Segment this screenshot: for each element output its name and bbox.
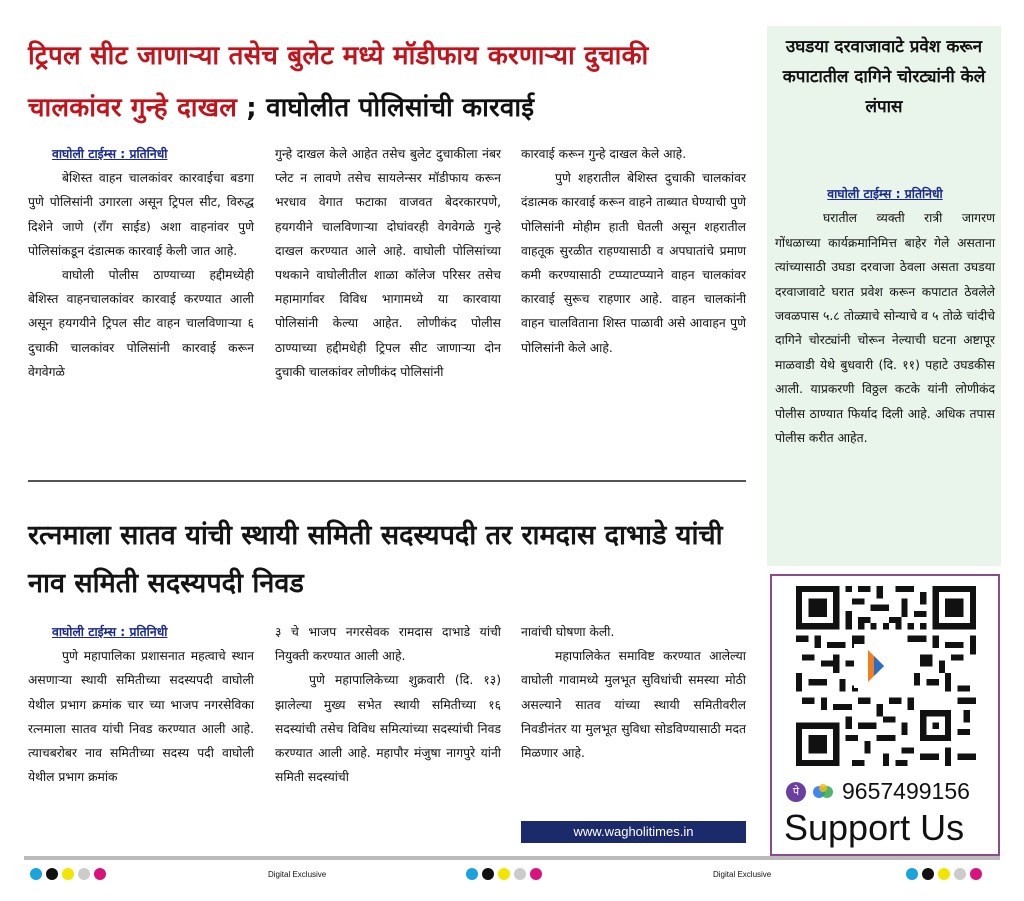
article2-column-3 (521, 620, 746, 765)
article2-column-1 (28, 620, 254, 789)
support-phone[interactable]: 9657499156 (842, 778, 970, 804)
article1-headline-separator: ; (237, 93, 267, 123)
article2-paragraph: ३ चे भाजप नगरसेवक रामदास दाभाडे यांची नियुक्ती करण्यात आली आहे. (275, 625, 501, 664)
color-dot (94, 868, 106, 880)
color-dots-center (466, 868, 542, 880)
color-dots-right (906, 868, 982, 880)
color-dots-left (30, 868, 106, 880)
google-pay-icon (812, 782, 834, 802)
support-box (770, 574, 1000, 856)
color-dot (482, 868, 494, 880)
article1-paragraph: कारवाई करून गुन्हे दाखल केले आहे. (521, 147, 687, 161)
color-dot (954, 868, 966, 880)
color-dot (922, 868, 934, 880)
footer-rule (24, 856, 1000, 860)
sidebar-story (767, 26, 1001, 566)
article1-column-3 (521, 142, 746, 360)
section-divider (28, 480, 746, 482)
article2-paragraph: महापालिकेत समाविष्ट करण्यात आलेल्या वाघोली गावामध्ये मुलभूत सुविधांची समस्या मोठी असल्याने सातव यांच्या स्थायी समितीवरील निवडीनंतर या मुलभूत सुविधा सोडविण्यासाठी मदत मिळणार आहे. (521, 649, 746, 761)
article2-headline: रत्नमाला सातव यांची स्थायी समिती सदस्यपदी तर रामदास दाभाडे यांची नाव समिती सदस्यपदी निवड (28, 520, 723, 599)
article2-column-2 (275, 620, 501, 789)
sidebar-body (775, 182, 995, 450)
article1-headline (28, 30, 748, 134)
article2-paragraph: नावांची घोषणा केली. (521, 625, 615, 639)
article1-byline: वाघोली टाईम्स : प्रतिनिधी (52, 147, 168, 161)
sidebar-paragraph: घरातील व्यक्ती रात्री जागरण गोंधळाच्या कार्यक्रमानिमित्त बाहेर गेले असताना त्यांच्यासाठी उघडा दरवाजा ठेवला असता उघडया दरवाजावाटे घरात प्रवेश करून कपाटात ठेवलेले जवळपास ५.८ तोळ्याचे सोन्याचे व ५ तोळे चांदीचे दागिने चोरट्यांनी चोरून नेल्याची घटना अष्टापूर माळवाडी येथे बुधवारी (दि. ११) पहाटे उघडकीस आली. याप्रकरणी विठ्ठल कटके यांनी लोणीकंद पोलीस ठाण्यात फिर्याद दिली आहे. अधिक तपास पोलीस करीत आहेत. (775, 211, 995, 446)
color-dot (46, 868, 58, 880)
article1-paragraph: पुणे शहरातील बेशिस्त दुचाकी चालकांवर दंडात्मक कारवाई करून वाहने ताब्यात घेण्याची पुणे पोलिसांनी मोहीम हाती घेतली असून शहरातील वाहतूक सुरळीत राहण्यासाठी व अपघातांचे प्रमाण कमी करण्यासाठी टप्प्याटप्प्याने वाहन चालकांवर कारवाई सुरूच राहणार आहे. वाहन चालकांनी वाहन चालविताना शिस्त पाळावी असे आवाहन पुणे पोलिसांनी केले आहे. (521, 171, 746, 355)
sidebar-headline: उघडया दरवाजावाटे प्रवेश करून कपाटातील दागिने चोरट्यांनी केले लंपास (782, 37, 986, 117)
support-us-label: Support Us (784, 807, 965, 848)
article1-headline-red: ट्रिपल सीट जाणाऱ्या तसेच बुलेट मध्ये मॉडीफाय करणाऱ्या दुचाकी चालकांवर गुन्हे दाखल (28, 41, 649, 123)
article1-paragraph: गुन्हे दाखल केले आहेत तसेच बुलेट दुचाकीला नंबर प्लेट न लावणे तसेच सायलेन्सर मॉडीफाय करून भरधाव वेगात फटाका वाजवत बेदरकारपणे, हयगयीने चालविणाऱ्या दोघांवरही वेगवेगळे गुन्हे दाखल करण्यात आले आहे. वाघोली पोलिसांच्या पथकाने वाघोलीतील शाळा कॉलेज परिसर तसेच महामार्गावर विविध भागामध्ये या कारवाया पोलिसांनी केल्या आहेत. लोणीकंद पोलीस ठाण्याच्या हद्दीमधेही ट्रिपल सीट जाणाऱ्या दोन दुचाकी चालकांवर लोणीकंद पोलिसांनी (275, 147, 501, 379)
sidebar-byline: वाघोली टाईम्स : प्रतिनिधी (827, 187, 943, 201)
color-dot (530, 868, 542, 880)
article1-paragraph: वाघोली पोलीस ठाण्याच्या हद्दीमध्येही बेशिस्त वाहनचालकांवर कारवाई करण्यात आली असून हयगयीने ट्रिपल सीट वाहन चालविणाऱ्या ६ दुचाकी चालकांवर पोलिसांनी कारवाई करून वेगवेगळे (28, 268, 254, 379)
article1-column-1 (28, 142, 254, 384)
color-dot (30, 868, 42, 880)
color-dot (970, 868, 982, 880)
color-dot (938, 868, 950, 880)
color-dot (906, 868, 918, 880)
color-dot (62, 868, 74, 880)
website-link[interactable]: www.wagholitimes.in (521, 821, 746, 843)
article1-headline-black: वाघोलीत पोलिसांची कारवाई (266, 93, 535, 123)
digital-exclusive-label: Digital Exclusive (268, 870, 327, 879)
color-dot (78, 868, 90, 880)
article2-paragraph: पुणे महापालिकेच्या शुक्रवारी (दि. १३) झालेल्या मुख्य सभेत स्थायी समितीच्या १६ सदस्यांची तसेच विविध समित्यांच्या सदस्यांची निवड करण्यात आली आहे. महापौर मंजुषा नागपुरे यांनी समिती सदस्यांची (275, 673, 501, 785)
color-dot (514, 868, 526, 880)
article2-byline: वाघोली टाईम्स : प्रतिनिधी (52, 625, 168, 639)
bharat-qr-logo (854, 644, 898, 688)
article1-column-2 (275, 142, 501, 384)
article2-paragraph: पुणे महापालिका प्रशासनात महत्वाचे स्थान असणाऱ्या स्थायी समितीच्या सदस्यपदी वाघोली येथील प्रभाग क्रमांक चार च्या भाजप नगरसेविका रत्नमाला सातव यांची निवड करण्यात आली आहे. त्याचबरोबर नाव समितीच्या सदस्य पदी वाघोली येथील प्रभाग क्रमांक (28, 649, 254, 785)
digital-exclusive-label: Digital Exclusive (713, 870, 772, 879)
phonepe-icon: पे (786, 782, 806, 802)
color-dot (498, 868, 510, 880)
article1-paragraph: बेशिस्त वाहन चालकांवर कारवाईचा बडगा पुणे पोलिसांनी उगारला असून ट्रिपल सीट, विरुद्ध दिशेने जाणे (रॉंग साईड) अशा वाहनांवर पुणे पोलिसांकडून दंडात्मक कारवाई केली जात आहे. (28, 171, 254, 258)
color-dot (466, 868, 478, 880)
